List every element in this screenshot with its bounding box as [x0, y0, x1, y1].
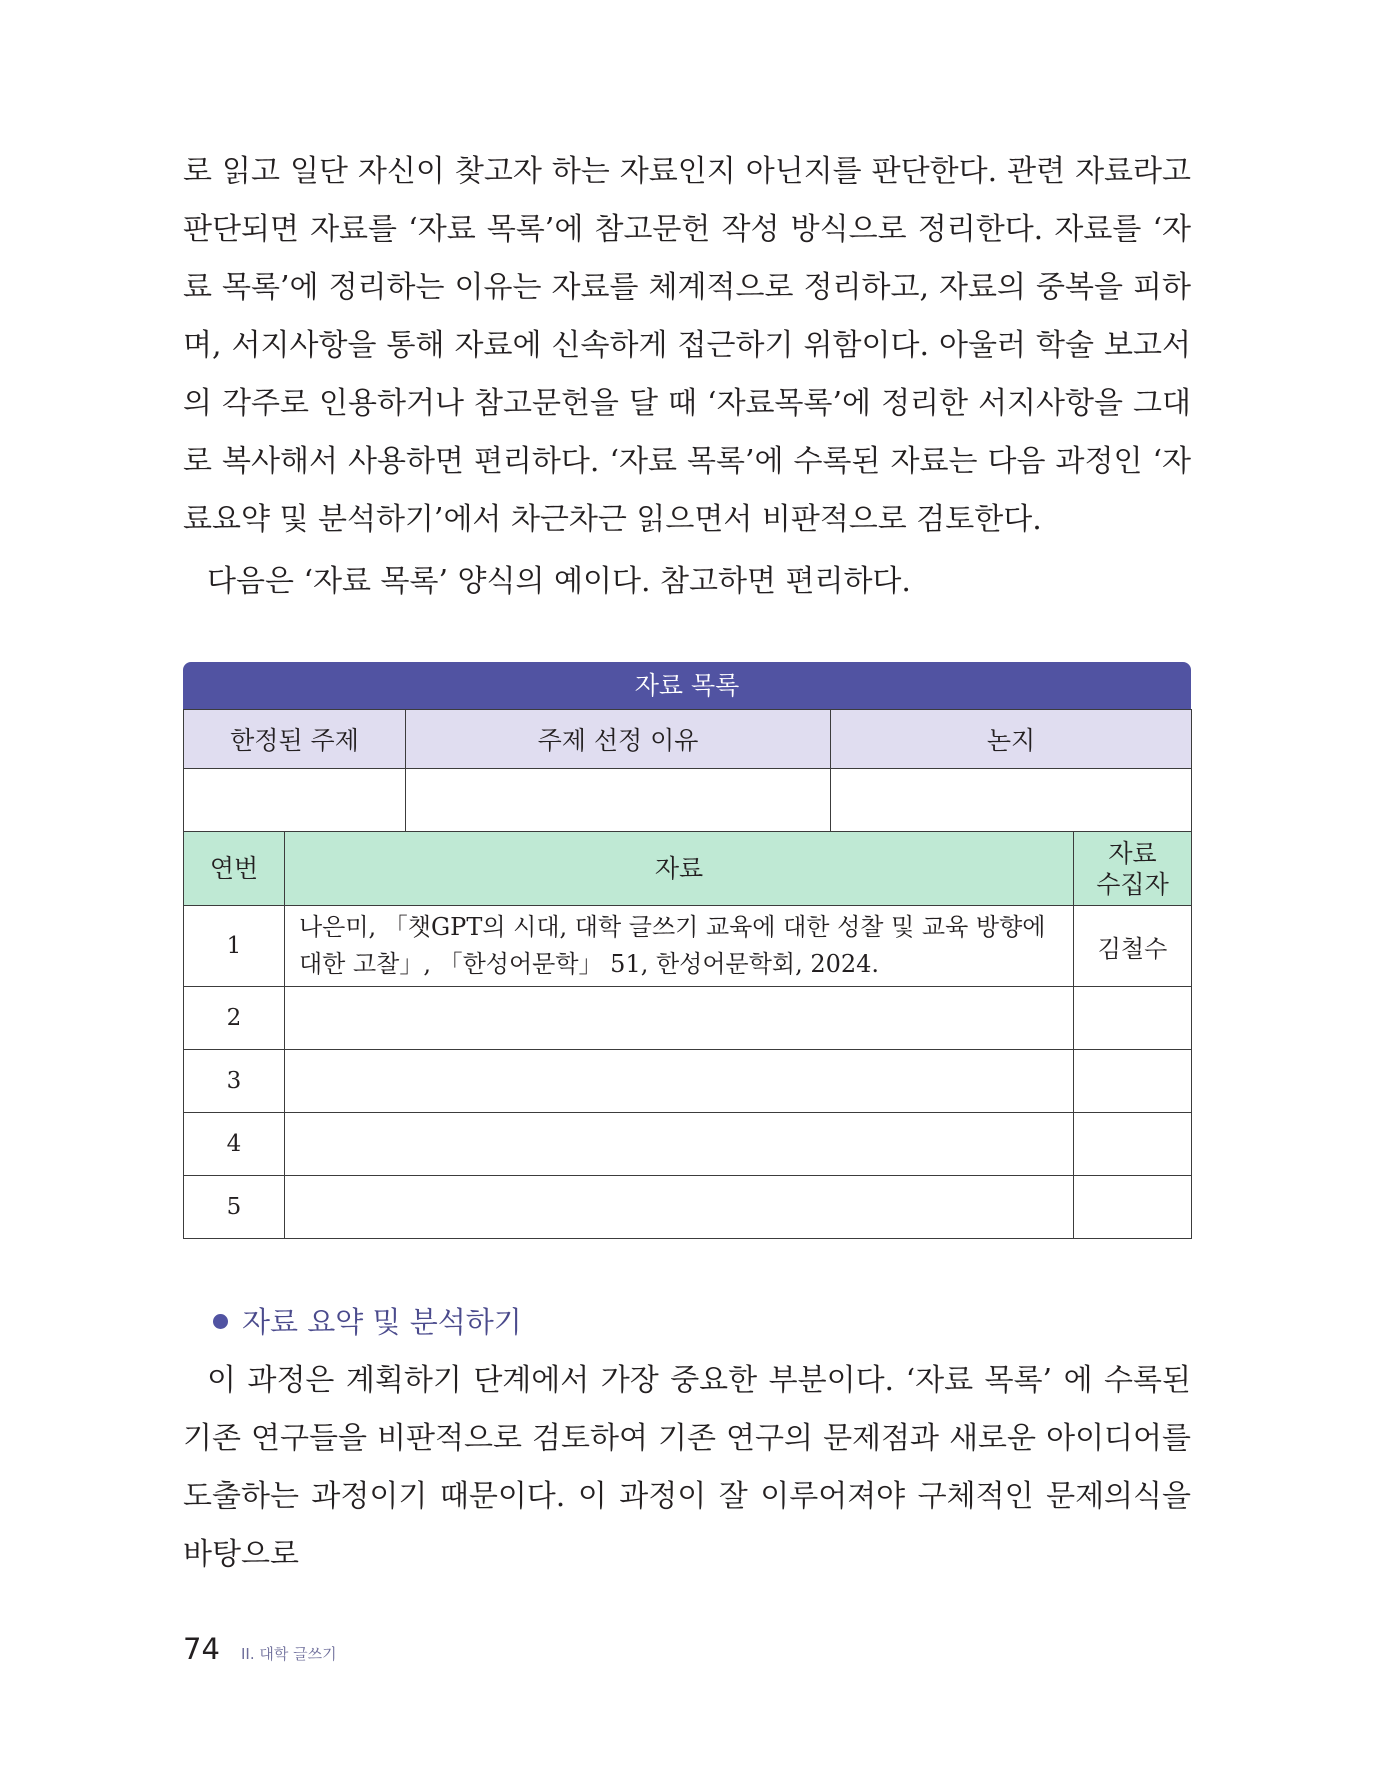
section-paragraph: 이 과정은 계획하기 단계에서 가장 중요한 부분이다. ‘자료 목록’ 에 수록된 기존 연구들을 비판적으로 검토하여 기존 연구의 문제점과 새로운 아이디어를 도출하는 과정이기 때문이다. 이 과정이 잘 이루어져야 구체적인 문제의식을 바탕으로	[183, 1363, 1191, 1572]
header-topic-reason: 주제 선정 이유	[406, 710, 831, 769]
row-source	[285, 987, 1074, 1050]
row-source	[285, 1176, 1074, 1239]
table-row	[184, 987, 1192, 1050]
table-row	[184, 1176, 1192, 1239]
row-collector	[1074, 987, 1192, 1050]
intro-paragraph: 로 읽고 일단 자신이 찾고자 하는 자료인지 아닌지를 판단한다. 관련 자료라고 판단되면 자료를 ‘자료 목록’에 참고문헌 작성 방식으로 정리한다. 자료를 ‘자료 목록’에 정리하는 이유는 자료를 체계적으로 정리하고, 자료의 중복을 피하며, 서지사항을 통해 자료에 신속하게 접근하기 위함이다. 아울러 학술 보고서의 각주로 인용하거나 참고문헌을 달 때 ‘자료목록’에 정리한 서지사항을 그대로 복사해서 사용하면 편리하다. ‘자료 목록’에 수록된 자료는 다음 과정인 ‘자료요약 및 분석하기’에서 차근차근 읽으면서 비판적으로 검토한다.	[183, 154, 1191, 537]
header-thesis: 논지	[831, 710, 1192, 769]
row-collector: 김철수	[1074, 906, 1192, 987]
table-row	[184, 906, 1192, 987]
table-title: 자료 목록	[183, 662, 1191, 709]
row-number: 2	[184, 987, 285, 1050]
running-head: II. 대학 글쓰기	[241, 1645, 337, 1663]
blank-cell	[406, 769, 831, 832]
row-number: 3	[184, 1050, 285, 1113]
table-row	[184, 1113, 1192, 1176]
intro-paragraph-2: 다음은 ‘자료 목록’ 양식의 예이다. 참고하면 편리하다.	[207, 564, 911, 599]
table-header-row	[184, 710, 1192, 769]
header-collector	[1074, 832, 1192, 906]
row-source	[285, 1113, 1074, 1176]
blank-cell	[184, 769, 406, 832]
header-source: 자료	[285, 832, 1074, 906]
row-source	[285, 1050, 1074, 1113]
table-bottom-section	[183, 832, 1192, 1239]
row-collector	[1074, 1176, 1192, 1239]
row-source: 나은미, 「챗GPT의 시대, 대학 글쓰기 교육에 대한 성찰 및 교육 방향에 대한 고찰」, 「한성어문학」 51, 한성어문학회, 2024.	[285, 906, 1074, 987]
row-collector	[1074, 1050, 1192, 1113]
bullet-icon	[213, 1314, 228, 1329]
section-heading	[213, 1300, 522, 1341]
section-heading-text: 자료 요약 및 분석하기	[242, 1305, 522, 1339]
data-list-table	[183, 662, 1191, 1239]
table-row	[184, 1050, 1192, 1113]
row-number: 5	[184, 1176, 285, 1239]
table-subheader-row	[184, 832, 1192, 906]
header-collector-line1: 자료	[1108, 838, 1157, 868]
page-number: 74	[183, 1632, 220, 1666]
table-top-section	[183, 709, 1192, 832]
header-limited-topic: 한정된 주제	[184, 710, 406, 769]
row-number: 4	[184, 1113, 285, 1176]
blank-cell	[831, 769, 1192, 832]
header-number: 연번	[184, 832, 285, 906]
row-number: 1	[184, 906, 285, 987]
page-footer	[183, 1632, 337, 1666]
table-blank-row	[184, 769, 1192, 832]
row-collector	[1074, 1113, 1192, 1176]
header-collector-line2: 수집자	[1096, 869, 1169, 899]
